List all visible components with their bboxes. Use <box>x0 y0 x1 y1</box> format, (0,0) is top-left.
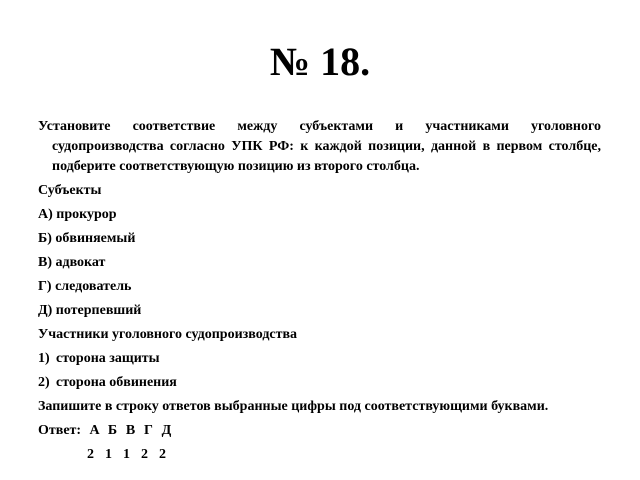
slide-title: № 18. <box>269 39 371 84</box>
answer-letter: А <box>89 423 100 438</box>
subject-item: А) прокурор <box>38 207 117 222</box>
participants-heading: Участники уголовного судопроизводства <box>38 327 298 342</box>
subjects-heading: Субъекты <box>38 183 102 198</box>
slide-body <box>38 117 601 465</box>
answer-values-row <box>38 445 601 465</box>
answer-value: 1 <box>105 447 112 462</box>
participant-number: 1) <box>38 351 50 366</box>
answer-letter: В <box>125 423 136 438</box>
subject-item: Г) следователь <box>38 279 132 294</box>
subject-item: Д) потерпевший <box>38 303 142 318</box>
answer-letters-row <box>38 421 601 441</box>
answer-value: 1 <box>123 447 130 462</box>
answer-letter: Д <box>161 423 172 438</box>
participant-number: 2) <box>38 375 50 390</box>
subject-item: В) адвокат <box>38 255 106 270</box>
participant-item <box>38 349 601 369</box>
answer-letter: Г <box>144 423 153 438</box>
task-text: Установите соответствие между субъектами и участниками уголовного судопроизводства согласно УПК РФ: к каждой позиции, данной в первом столбце, подберите соответствующую позицию из второго столбца. <box>38 119 601 174</box>
answer-value: 2 <box>159 447 166 462</box>
instruction-text: Запишите в строку ответов выбранные цифры под соответствующими буквами. <box>38 399 549 414</box>
participant-label: сторона обвинения <box>56 375 177 390</box>
answer-value: 2 <box>87 447 94 462</box>
participant-item <box>38 373 601 393</box>
answer-value: 2 <box>141 447 148 462</box>
answer-letter: Б <box>107 423 118 438</box>
answer-label: Ответ: <box>38 423 82 438</box>
subject-item: Б) обвиняемый <box>38 231 136 246</box>
participant-label: сторона защиты <box>56 351 160 366</box>
